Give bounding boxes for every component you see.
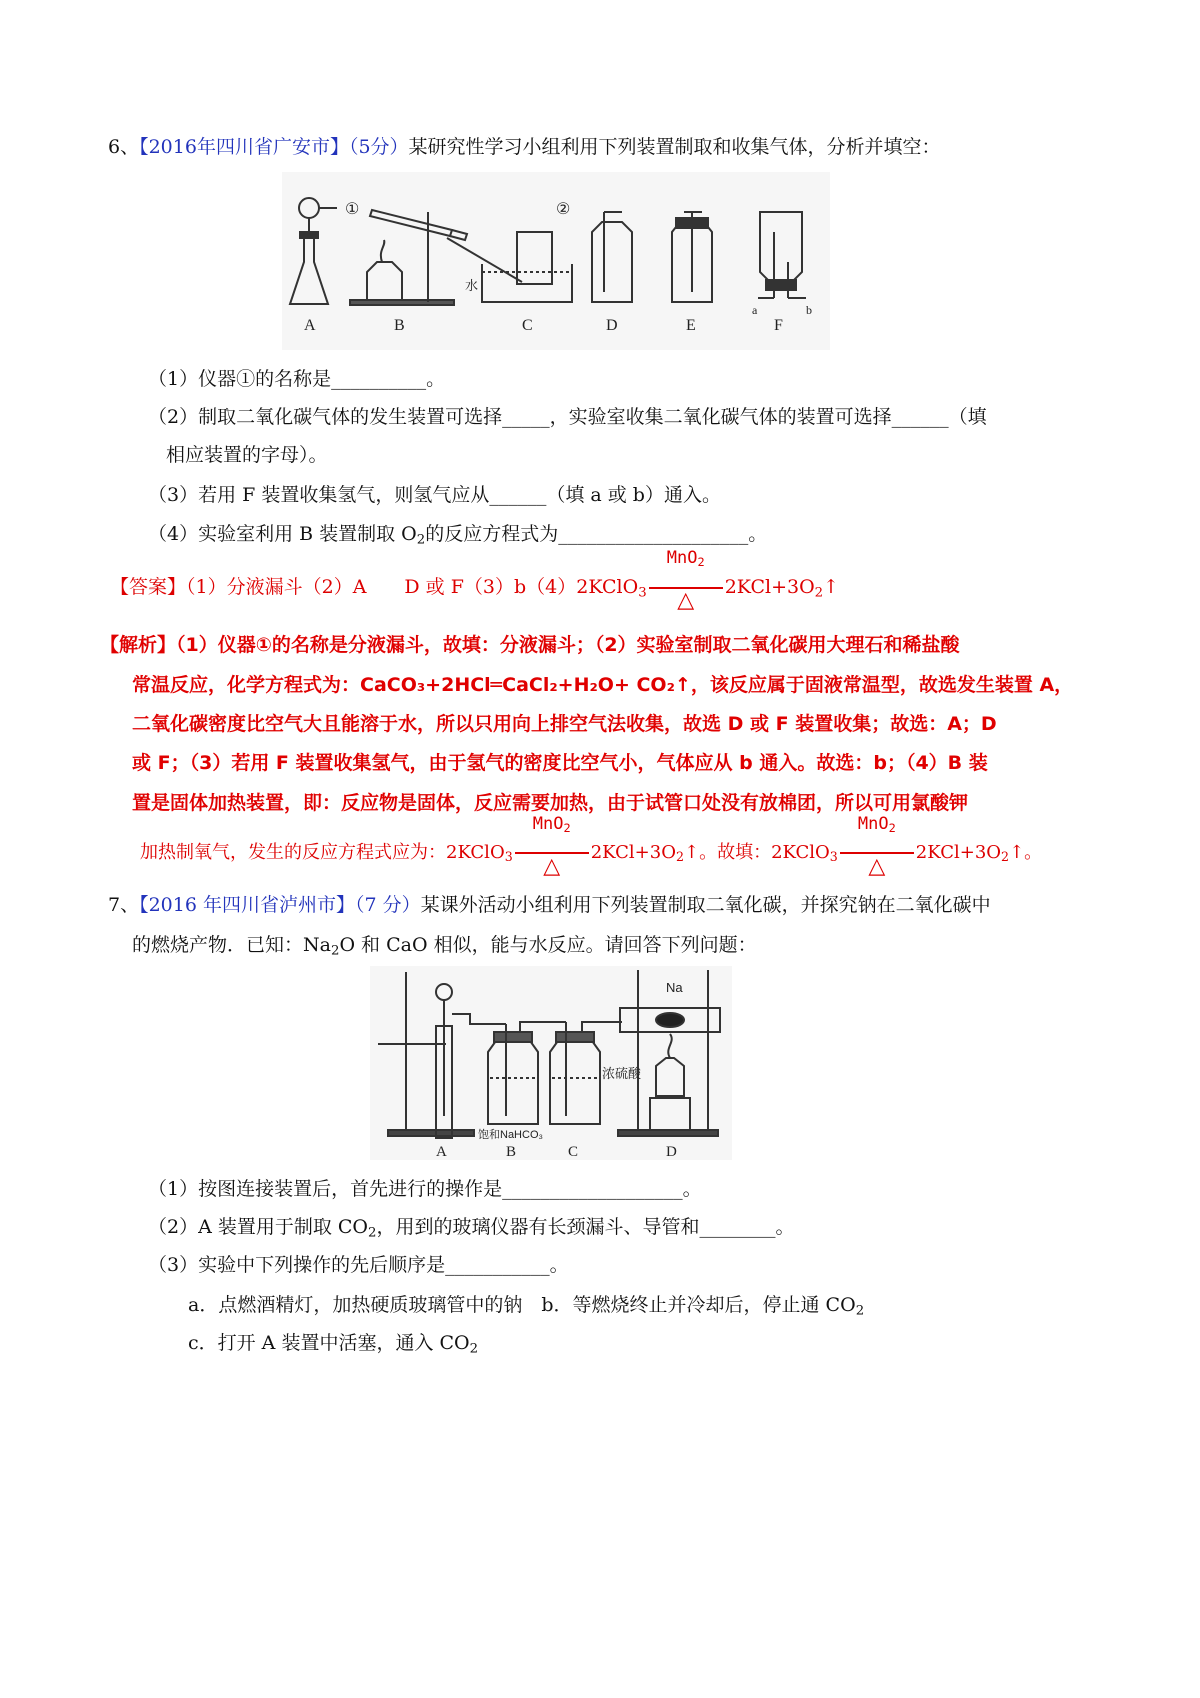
- q6-fig-label-d: D: [606, 317, 618, 334]
- q7-fig-label-a: A: [436, 1144, 447, 1160]
- q7-mark-acid: 浓硫酸: [602, 1066, 642, 1081]
- answer-sub3: 3: [638, 585, 647, 601]
- q7-apparatus-figure: [370, 966, 732, 1160]
- answer-label: 【答案】: [110, 576, 187, 598]
- q6-stem: 某研究性学习小组利用下列装置制取和收集气体，分析并填空：: [408, 136, 941, 158]
- q6-number: 6、: [108, 136, 140, 158]
- analysis-line-2: 常温反应，化学方程式为：CaCO₃+2HCl═CaCl₂+H₂O+ CO₂↑，该反应属于固液常温型，故选发生装置 A，: [132, 674, 1074, 696]
- q7-fig-label-d: D: [666, 1144, 677, 1160]
- q6-sub4-post: 的反应方程式为____________________。: [425, 523, 768, 545]
- q7-mark-na: Na: [666, 980, 683, 995]
- q6-answer: [110, 548, 840, 613]
- q6-sub3: （3）若用 F 装置收集氢气，则氢气应从______（填 a 或 b）通入。: [148, 484, 721, 506]
- analysis-label: 【解析】: [100, 634, 177, 656]
- q7-source: 【2016 年四川省泸州市】: [139, 894, 355, 916]
- q7-sub3: （3）实验中下列操作的先后顺序是___________。: [148, 1254, 569, 1276]
- q7-options-ab: [188, 1290, 864, 1318]
- q6-header: [108, 132, 941, 159]
- q7-sub2: （2）A 装置用于制取 $CO_2$，用到的玻璃仪器有长颈漏斗、导管和________。: [148, 1216, 795, 1241]
- catalyst-top: MnO$_2$: [666, 548, 705, 569]
- q7-stem1: 某课外活动小组利用下列装置制取二氧化碳，并探究钠在二氧化碳中: [420, 894, 991, 916]
- q6-fig-label-b: B: [394, 317, 405, 334]
- q7-stem2: 的燃烧产物．已知：$Na_2O$ 和 CaO 相似，能与水反应。请回答下列问题：: [132, 934, 757, 959]
- analysis-line-3: 二氧化碳密度比空气大且能溶于水，所以只用向上排空气法收集，故选 D 或 F 装置收集；故选：A；D: [132, 713, 997, 735]
- q6-sub2b: 相应装置的字母）。: [166, 444, 328, 466]
- q6-mark-2: ②: [556, 201, 571, 218]
- q6-apparatus-drawing: [282, 172, 830, 350]
- q6-mark-b: b: [806, 303, 812, 317]
- analysis-line-4: 或 F；（3）若用 F 装置收集氢气，由于氢气的密度比空气小，气体应从 b 通入。故选：b；（4）B 装: [132, 752, 988, 774]
- q6-sub4-pre: （4）实验室利用 B 装置制取 O: [148, 523, 417, 545]
- q6-fig-label-e: E: [686, 317, 696, 334]
- q7-option-b: b．等燃烧终止并冷却后，停止通 $CO_2$: [541, 1294, 865, 1319]
- q6-mark-a: a: [752, 303, 758, 317]
- q7-sub1: （1）按图连接装置后，首先进行的操作是___________________。: [148, 1178, 702, 1200]
- analysis-line-1: 【解析】（1）仪器①的名称是分液漏斗，故填：分液漏斗；（2）实验室制取二氧化碳用大理石和稀盐酸: [100, 634, 960, 656]
- q7-fig-label-c: C: [568, 1144, 579, 1160]
- q7-header: [108, 890, 991, 917]
- q7-mark-nahco3: 饱和NaHCO₃: [478, 1129, 543, 1141]
- q6-sub2a: （2）制取二氧化碳气体的发生装置可选择_____，实验室收集二氧化碳气体的装置可选择______（填: [148, 406, 987, 428]
- analysis-catalyst-2: MnO$_2$ △: [838, 842, 916, 863]
- q6-source: 【2016年四川省广安市】: [139, 136, 349, 158]
- q6-fig-label-a: A: [304, 317, 316, 334]
- q7-points: （7 分）: [355, 894, 421, 916]
- analysis-line-5: 置是固体加热装置，即：反应物是固体，反应需要加热，由于试管口处没有放棉团，所以可用氯酸钾: [132, 792, 969, 814]
- q6-sub4-sub: 2: [416, 532, 426, 548]
- q6-mark-water: 水: [465, 278, 479, 293]
- answer-sub2: 2: [814, 585, 824, 601]
- q6-fig-label-c: C: [522, 317, 533, 334]
- q6-apparatus-figure: [282, 172, 830, 350]
- q7-option-c: c．打开 A 装置中活塞，通入 $CO_2$: [188, 1332, 479, 1357]
- q7-apparatus-drawing: [370, 966, 732, 1160]
- catalyst-bottom: △: [677, 588, 695, 613]
- q6-sub4: [148, 519, 767, 547]
- analysis-line-6: 加热制氧气，发生的反应方程式应为：2KClO$_3$ MnO$_2$ △ $2KCl+3O_2↑$。故填：2KClO$_3$ MnO$_2$ △ $2KCl+3O_2↑$。: [140, 814, 1043, 879]
- q7-option-a: a．点燃酒精灯，加热硬质玻璃管中的钠: [188, 1294, 523, 1316]
- q7-fig-label-b: B: [506, 1144, 517, 1160]
- q6-mark-1: ①: [345, 201, 360, 218]
- q6-sub1: （1）仪器①的名称是__________。: [148, 368, 446, 390]
- answer-arrow: ↑: [823, 576, 840, 598]
- answer-product: 2KCl+3O: [724, 576, 815, 598]
- q6-points: （5分）: [348, 136, 409, 158]
- analysis-catalyst-1: MnO$_2$ △: [513, 842, 591, 863]
- answer-catalyst: [647, 548, 725, 613]
- q7-number: 7、: [108, 894, 140, 916]
- answer-text: （1）分液漏斗（2）A D 或 F（3）b（4）2KClO: [186, 576, 639, 598]
- q6-fig-label-f: F: [774, 317, 783, 334]
